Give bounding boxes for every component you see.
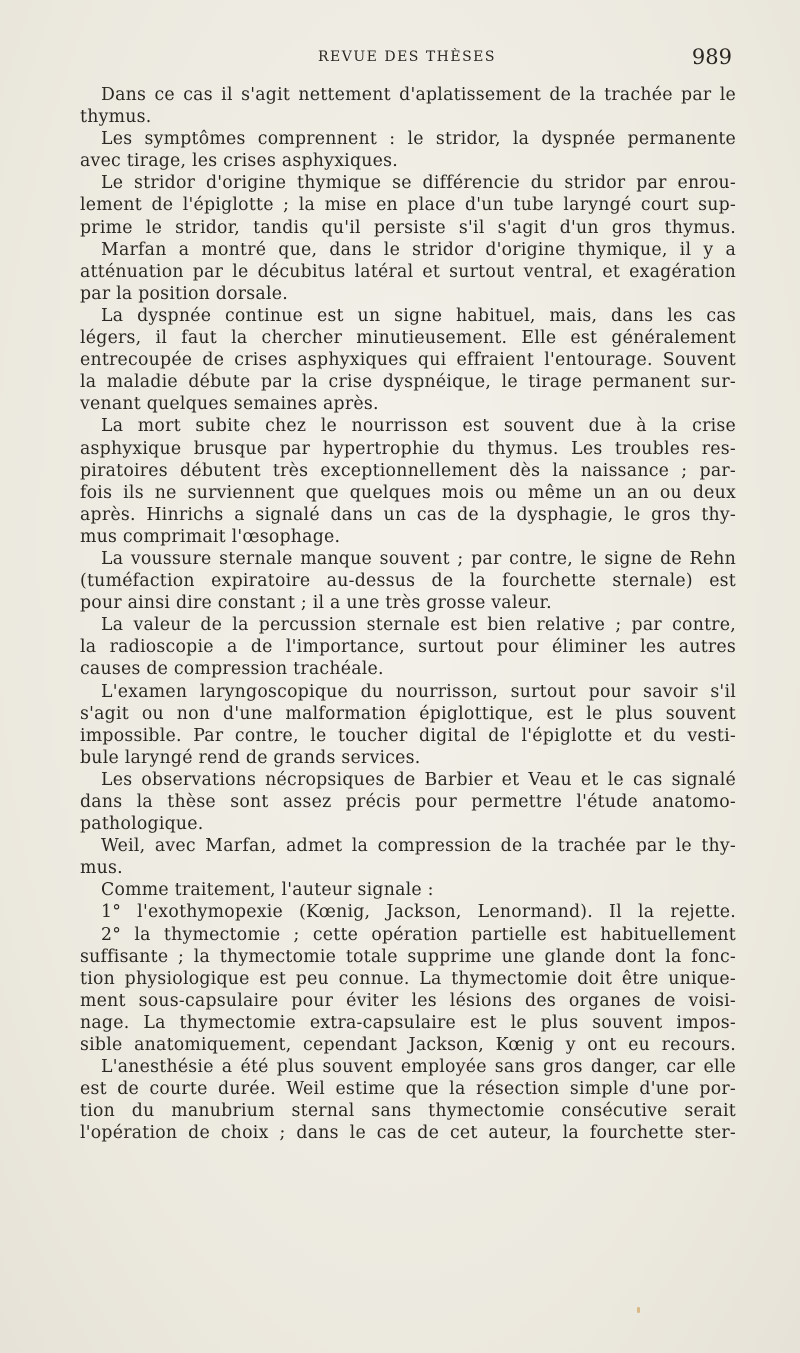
text-line: par la position dorsale. <box>80 283 288 304</box>
text-line: Marfan a montré que, dans le stridor d'origine thymique, il y a <box>101 239 736 260</box>
text-line: bule laryngé rend de grands services. <box>80 747 421 768</box>
text-line: suffisante ; la thymectomie totale supprime une glande dont la fonc- <box>80 946 736 967</box>
text-line: impossible. Par contre, le toucher digital de l'épiglotte et du vesti- <box>80 725 736 746</box>
text-line: Weil, avec Marfan, admet la compression de la trachée par le thy- <box>101 836 736 857</box>
text-line: mus comprimait l'œsophage. <box>80 526 341 547</box>
text-line: entrecoupée de crises asphyxiques qui effraient l'entourage. Souvent <box>80 350 736 371</box>
text-line: La mort subite chez le nourrisson est souvent due à la crise <box>101 416 736 437</box>
text-line: La dyspnée continue est un signe habituel, mais, dans les cas <box>101 305 736 326</box>
text-line: Les observations nécropsiques de Barbier et Veau et le cas signalé <box>101 769 736 790</box>
text-line: la radioscopie a de l'importance, surtout pour éliminer les autres <box>80 637 736 658</box>
text-line: fois ils ne surviennent que quelques mois ou même un an ou deux <box>80 482 736 503</box>
text-line: nage. La thymectomie extra-capsulaire est le plus souvent impos- <box>80 1012 736 1033</box>
text-line: Le stridor d'origine thymique se différencie du stridor par enrou- <box>101 173 736 194</box>
text-line: Les symptômes comprennent : le stridor, la dyspnée permanente <box>101 129 736 150</box>
text-line: lement de l'épiglotte ; la mise en place d'un tube laryngé court sup- <box>80 195 736 216</box>
text-line: est de courte durée. Weil estime que la résection simple d'une por- <box>80 1079 736 1100</box>
text-line: pathologique. <box>80 814 204 835</box>
text-line: l'opération de choix ; dans le cas de cet auteur, la fourchette ster- <box>80 1123 736 1144</box>
paper-speck <box>637 1307 640 1313</box>
text-line: venant quelques semaines après. <box>80 394 379 415</box>
text-line: La valeur de la percussion sternale est bien relative ; par contre, <box>101 615 736 636</box>
text-line: après. Hinrichs a signalé dans un cas de la dysphagie, le gros thy- <box>80 504 736 525</box>
text-line: ment sous-capsulaire pour éviter les lésions des organes de voisi- <box>80 990 736 1011</box>
text-line: dans la thèse sont assez précis pour permettre l'étude anatomo- <box>80 792 736 812</box>
text-line: légers, il faut la chercher minutieusement. Elle est généralement <box>80 328 736 349</box>
text-line: causes de compression trachéale. <box>80 659 384 680</box>
text-line: 1° l'exothymopexie (Kœnig, Jackson, Lenormand). Il la rejette. <box>101 902 736 923</box>
text-line: mus. <box>80 858 123 879</box>
text-line: thymus. <box>80 107 152 128</box>
page-header <box>90 45 740 75</box>
text-line: piratoires débutent très exceptionnellement dès la naissance ; par- <box>80 460 736 481</box>
page-number: 989 <box>691 45 732 69</box>
text-line: sible anatomiquement, cependant Jackson, Kœnig y ont eu recours. <box>80 1035 736 1056</box>
text-line: asphyxique brusque par hypertrophie du thymus. Les troubles res- <box>80 438 736 459</box>
text-line: atténuation par le décubitus latéral et surtout ventral, et exagération <box>80 261 736 282</box>
text-line: (tuméfaction expiratoire au-dessus de la fourchette sternale) est <box>80 571 736 592</box>
text-line: Comme traitement, l'auteur signale : <box>101 880 434 901</box>
text-line: tion physiologique est peu connue. La thymectomie doit être unique- <box>80 968 736 989</box>
text-line: s'agit ou non d'une malformation épiglottique, est le plus souvent <box>80 703 736 724</box>
running-head: REVUE DES THÈSES <box>318 49 496 65</box>
text-line: la maladie débute par la crise dyspnéique, le tirage permanent sur- <box>80 372 736 393</box>
text-line: avec tirage, les crises asphyxiques. <box>80 151 398 172</box>
text-line: 2° la thymectomie ; cette opération partielle est habituellement <box>101 924 736 945</box>
body-text <box>80 84 736 1145</box>
text-line: tion du manubrium sternal sans thymectomie consécutive serait <box>80 1101 736 1122</box>
text-line: L'examen laryngoscopique du nourrisson, surtout pour savoir s'il <box>101 681 736 702</box>
text-line: Dans ce cas il s'agit nettement d'aplatissement de la trachée par le <box>101 85 736 105</box>
text-line: prime le stridor, tandis qu'il persiste s'il s'agit d'un gros thymus. <box>80 217 736 238</box>
text-line: pour ainsi dire constant ; il a une très grosse valeur. <box>80 593 552 614</box>
text-line: L'anesthésie a été plus souvent employée sans gros danger, car elle <box>101 1057 736 1078</box>
text-line: La voussure sternale manque souvent ; par contre, le signe de Rehn <box>101 548 736 569</box>
